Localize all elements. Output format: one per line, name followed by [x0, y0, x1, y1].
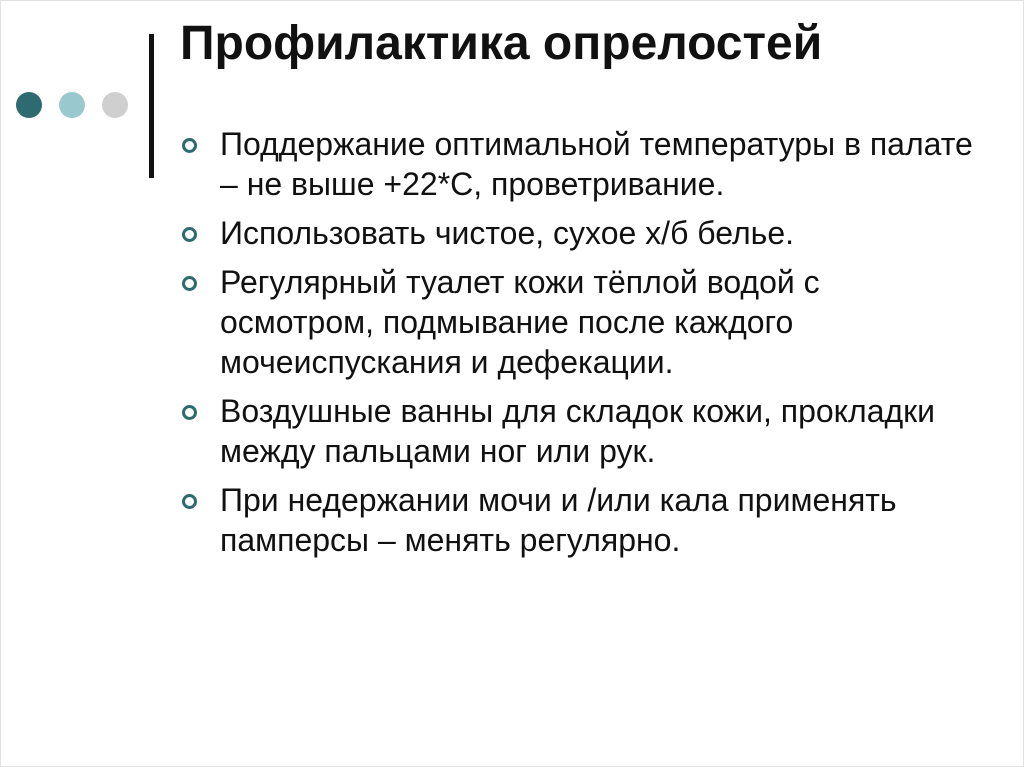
bullet-ring-icon	[182, 494, 197, 509]
decorative-dot-dark	[16, 92, 42, 118]
bullet-ring-icon	[182, 276, 197, 291]
bullet-item	[180, 262, 980, 382]
bullet-ring-icon	[182, 138, 197, 153]
bullet-text: Использовать чистое, сухое х/б белье.	[220, 215, 795, 251]
bullet-text: При недержании мочи и /или кала применять памперсы – менять регулярно.	[220, 482, 897, 558]
title-divider-line	[149, 34, 154, 178]
decorative-dot-gray	[102, 92, 128, 118]
bullet-item	[180, 391, 980, 471]
bullet-item	[180, 213, 980, 253]
decorative-dot-light	[59, 92, 85, 118]
bullet-text: Регулярный туалет кожи тёплой водой с осмотром, подмывание после каждого мочеиспускания и дефекации.	[220, 264, 820, 380]
bullet-item	[180, 480, 980, 560]
bullet-text: Воздушные ванны для складок кожи, прокладки между пальцами ног или рук.	[220, 393, 936, 469]
bullet-text: Поддержание оптимальной температуры в палате – не выше +22*С, проветривание.	[220, 126, 973, 202]
bullet-ring-icon	[182, 405, 197, 420]
bullet-list	[180, 124, 980, 569]
slide-title: Профилактика опрелостей	[180, 17, 823, 70]
bullet-ring-icon	[182, 227, 197, 242]
bullet-item	[180, 124, 980, 204]
